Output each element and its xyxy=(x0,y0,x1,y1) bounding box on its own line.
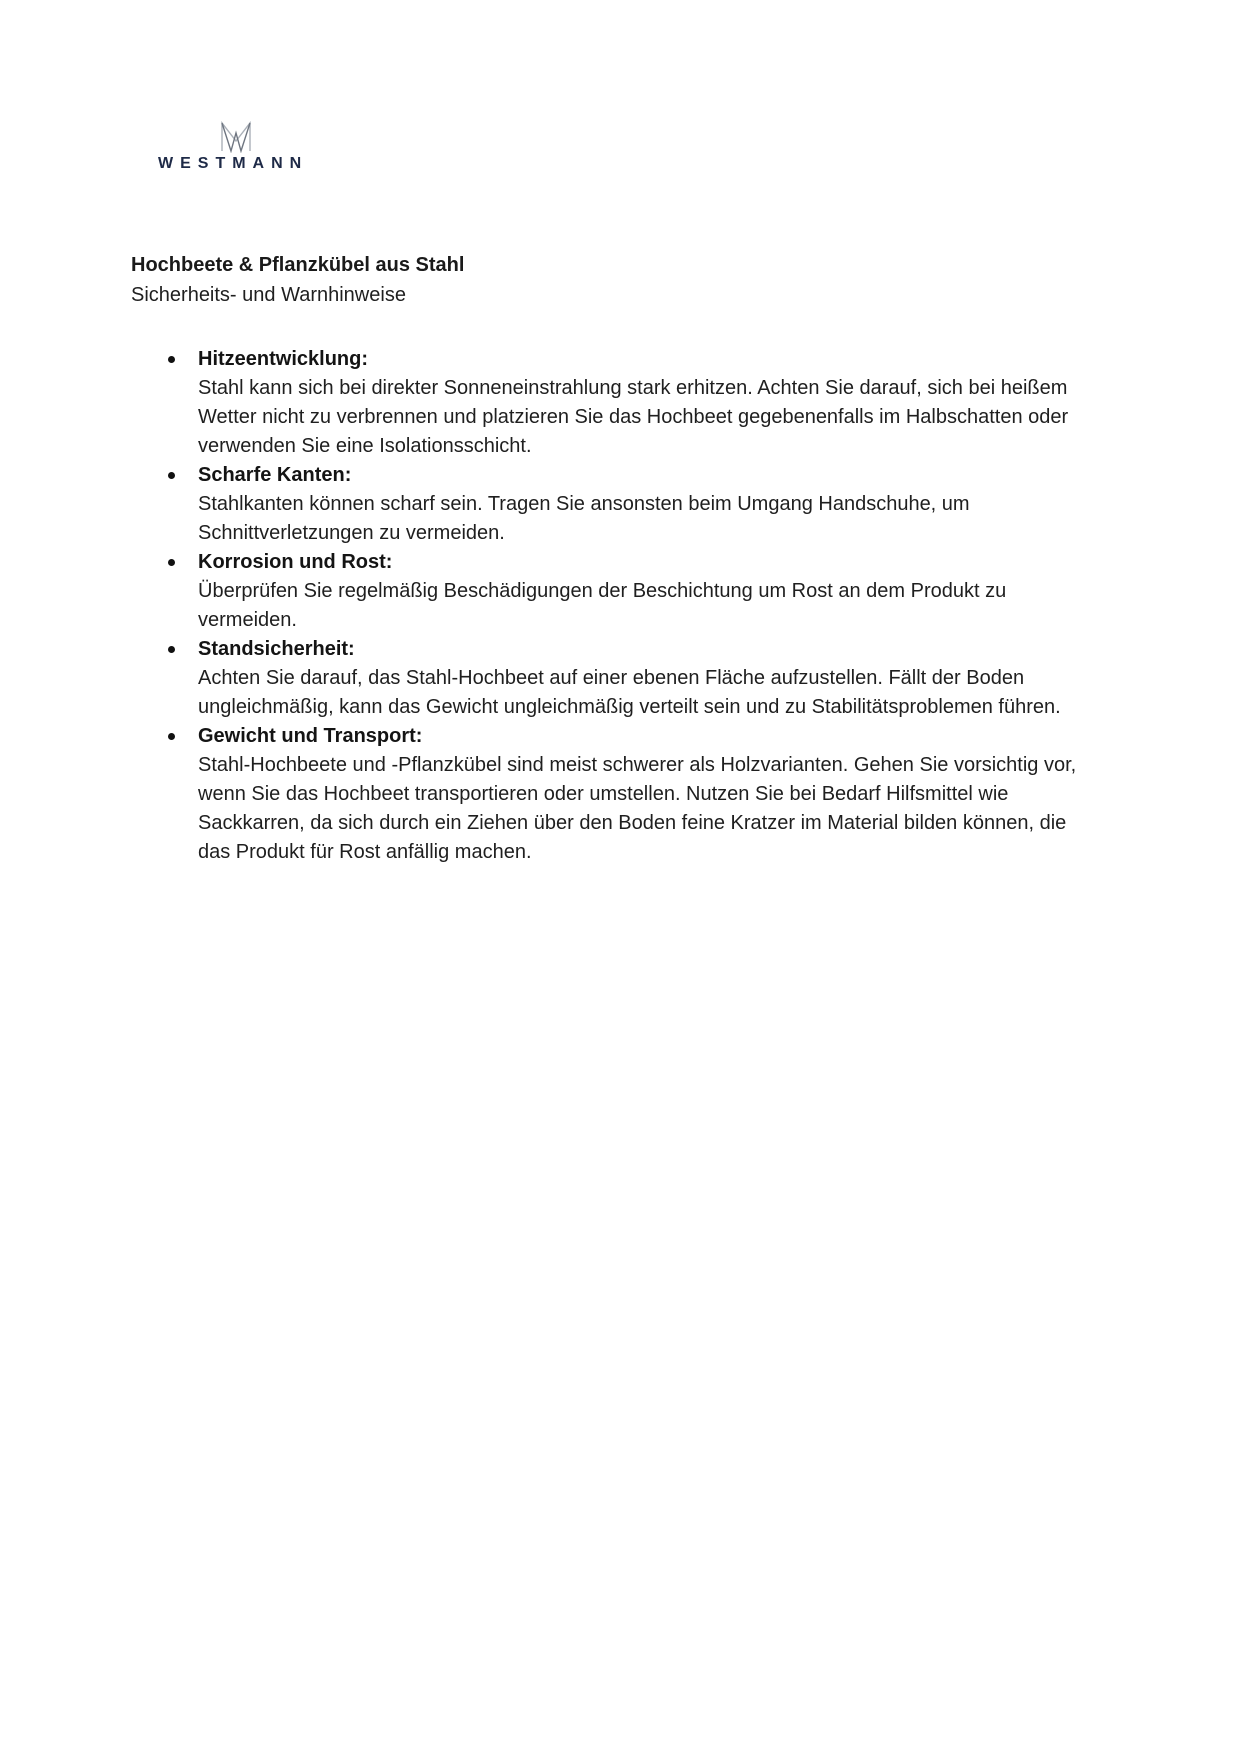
warning-heading: Scharfe Kanten: xyxy=(198,464,352,486)
brand-wordmark: WESTMANN xyxy=(158,155,309,172)
bullet-icon xyxy=(168,356,175,363)
warning-body: Stahl-Hochbeete und -Pflanzkübel sind meist schwerer als Holzvarianten. Gehen Sie vorsichtig vor, wenn Sie das Hochbeet transportieren oder umstellen. Nutzen Sie bei Bedarf Hilfsmittel wie Sackkarren, da sich durch ein Ziehen über den Boden feine Kratzer im Material bilden können, die das Produkt für Rost anfällig machen. xyxy=(198,754,1077,863)
page-subtitle: Sicherheits- und Warnhinweise xyxy=(131,284,406,306)
warning-heading: Hitzeentwicklung: xyxy=(198,348,369,370)
warning-body: Stahl kann sich bei direkter Sonneneinstrahlung stark erhitzen. Achten Sie darauf, sich bei heißem Wetter nicht zu verbrennen und platzieren Sie das Hochbeet gegebenenfalls im Halbschatten oder verwenden Sie eine Isolationsschicht. xyxy=(198,377,1069,457)
bullet-icon xyxy=(168,472,175,479)
warning-heading: Standsicherheit: xyxy=(198,638,355,660)
warning-body: Achten Sie darauf, das Stahl-Hochbeet auf einer ebenen Fläche aufzustellen. Fällt der Boden ungleichmäßig, kann das Gewicht ungleichmäßig verteilt sein und zu Stabilitätsproblemen führen. xyxy=(198,667,1061,718)
list-item-korrosion-und-rost xyxy=(131,548,1116,635)
list-item-hitzeentwicklung xyxy=(131,345,1116,461)
warning-heading: Korrosion und Rost: xyxy=(198,551,393,573)
warning-body: Stahlkanten können scharf sein. Tragen Sie ansonsten beim Umgang Handschuhe, um Schnittverletzungen zu vermeiden. xyxy=(198,493,970,544)
list-item-standsicherheit xyxy=(131,635,1116,722)
warning-heading: Gewicht und Transport: xyxy=(198,725,423,747)
bullet-icon xyxy=(168,733,175,740)
list-item-scharfe-kanten xyxy=(131,461,1116,548)
warning-body: Überprüfen Sie regelmäßig Beschädigungen der Beschichtung um Rost an dem Produkt zu vermeiden. xyxy=(198,580,1007,631)
bullet-icon xyxy=(168,646,175,653)
westmann-monogram-icon xyxy=(220,121,252,153)
page-title: Hochbeete & Pflanzkübel aus Stahl xyxy=(131,254,465,276)
bullet-icon xyxy=(168,559,175,566)
list-item-gewicht-und-transport xyxy=(131,722,1116,867)
westmann-logo xyxy=(158,121,328,173)
warning-list xyxy=(131,345,1116,867)
document-content xyxy=(131,250,1116,867)
